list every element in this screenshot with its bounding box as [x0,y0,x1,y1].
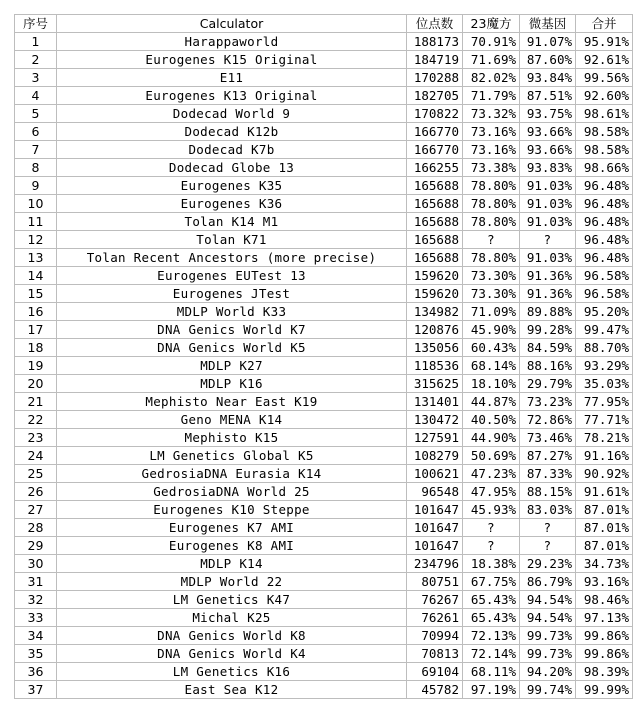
cell-23mofang: 73.16% [463,123,520,141]
cell-index: 2 [15,51,57,69]
cell-calculator: Eurogenes K13 Original [57,87,407,105]
cell-index: 8 [15,159,57,177]
cell-wegene: 93.83% [520,159,576,177]
cell-23mofang: 44.87% [463,393,520,411]
cell-index: 34 [15,627,57,645]
cell-calculator: Mephisto K15 [57,429,407,447]
cell-snps: 127591 [407,429,463,447]
table-row [15,645,633,663]
cell-wegene: 73.46% [520,429,576,447]
cell-index: 28 [15,519,57,537]
cell-23mofang: 72.13% [463,627,520,645]
cell-calculator: Dodecad World 9 [57,105,407,123]
cell-calculator: Dodecad Globe 13 [57,159,407,177]
cell-calculator: GedrosiaDNA World 25 [57,483,407,501]
cell-combined: 92.60% [576,87,633,105]
cell-combined: 91.61% [576,483,633,501]
cell-index: 12 [15,231,57,249]
cell-combined: 87.01% [576,519,633,537]
cell-23mofang: 72.14% [463,645,520,663]
cell-index: 14 [15,267,57,285]
cell-snps: 76261 [407,609,463,627]
cell-combined: 87.01% [576,501,633,519]
cell-calculator: Geno MENA K14 [57,411,407,429]
cell-snps: 130472 [407,411,463,429]
cell-combined: 98.61% [576,105,633,123]
cell-calculator: Eurogenes JTest [57,285,407,303]
table-body [15,33,633,699]
cell-23mofang: 18.10% [463,375,520,393]
cell-combined: 96.48% [576,213,633,231]
table-row [15,627,633,645]
cell-index: 30 [15,555,57,573]
cell-snps: 315625 [407,375,463,393]
table-row [15,447,633,465]
cell-combined: 96.48% [576,195,633,213]
cell-snps: 101647 [407,537,463,555]
cell-combined: 78.21% [576,429,633,447]
cell-23mofang: 78.80% [463,213,520,231]
cell-index: 7 [15,141,57,159]
cell-combined: 99.56% [576,69,633,87]
cell-snps: 165688 [407,195,463,213]
cell-calculator: LM Genetics Global K5 [57,447,407,465]
cell-23mofang: 50.69% [463,447,520,465]
cell-wegene: 93.75% [520,105,576,123]
cell-23mofang: 78.80% [463,195,520,213]
cell-snps: 165688 [407,177,463,195]
cell-index: 24 [15,447,57,465]
cell-wegene: 94.54% [520,591,576,609]
header-wegene: 微基因 [520,15,576,33]
table-row [15,33,633,51]
cell-23mofang: 45.93% [463,501,520,519]
cell-wegene: 29.23% [520,555,576,573]
cell-combined: 87.01% [576,537,633,555]
cell-wegene: 91.03% [520,177,576,195]
cell-calculator: Eurogenes K36 [57,195,407,213]
cell-wegene: 99.73% [520,627,576,645]
cell-calculator: Eurogenes K10 Steppe [57,501,407,519]
cell-23mofang: 68.11% [463,663,520,681]
table-row [15,321,633,339]
cell-index: 11 [15,213,57,231]
cell-snps: 108279 [407,447,463,465]
cell-23mofang: 65.43% [463,591,520,609]
cell-calculator: DNA Genics World K7 [57,321,407,339]
cell-wegene: 91.36% [520,267,576,285]
cell-snps: 165688 [407,213,463,231]
cell-combined: 77.95% [576,393,633,411]
cell-index: 5 [15,105,57,123]
cell-23mofang: 47.23% [463,465,520,483]
cell-snps: 170288 [407,69,463,87]
table-row [15,663,633,681]
cell-combined: 92.61% [576,51,633,69]
table-row [15,357,633,375]
cell-combined: 96.48% [576,231,633,249]
cell-index: 26 [15,483,57,501]
cell-23mofang: 67.75% [463,573,520,591]
cell-combined: 95.20% [576,303,633,321]
cell-23mofang: 68.14% [463,357,520,375]
header-23mofang: 23魔方 [463,15,520,33]
table-row [15,159,633,177]
cell-calculator: Mephisto Near East K19 [57,393,407,411]
cell-calculator: Tolan K71 [57,231,407,249]
cell-wegene: 88.16% [520,357,576,375]
cell-23mofang: 71.69% [463,51,520,69]
cell-wegene: 89.88% [520,303,576,321]
cell-wegene: 93.66% [520,123,576,141]
cell-snps: 159620 [407,267,463,285]
cell-index: 15 [15,285,57,303]
cell-combined: 90.92% [576,465,633,483]
table-row [15,429,633,447]
cell-snps: 101647 [407,501,463,519]
cell-wegene: 83.03% [520,501,576,519]
header-index: 序号 [15,15,57,33]
table-row [15,465,633,483]
cell-snps: 96548 [407,483,463,501]
cell-wegene: 91.03% [520,249,576,267]
cell-index: 21 [15,393,57,411]
table-row [15,483,633,501]
table-row [15,69,633,87]
cell-calculator: Eurogenes K8 AMI [57,537,407,555]
table-row [15,573,633,591]
table-row [15,267,633,285]
cell-calculator: E11 [57,69,407,87]
table-row [15,411,633,429]
cell-combined: 99.99% [576,681,633,699]
cell-calculator: DNA Genics World K4 [57,645,407,663]
cell-23mofang: 78.80% [463,249,520,267]
cell-wegene: 93.66% [520,141,576,159]
cell-calculator: Dodecad K12b [57,123,407,141]
table-row [15,105,633,123]
cell-combined: 96.48% [576,177,633,195]
cell-wegene: 87.27% [520,447,576,465]
cell-combined: 93.16% [576,573,633,591]
cell-index: 37 [15,681,57,699]
cell-combined: 98.46% [576,591,633,609]
cell-wegene: 91.03% [520,213,576,231]
cell-index: 27 [15,501,57,519]
cell-wegene: 84.59% [520,339,576,357]
cell-calculator: MDLP World 22 [57,573,407,591]
cell-23mofang: 73.16% [463,141,520,159]
cell-index: 1 [15,33,57,51]
cell-snps: 118536 [407,357,463,375]
cell-index: 10 [15,195,57,213]
cell-calculator: MDLP K16 [57,375,407,393]
cell-wegene: 73.23% [520,393,576,411]
cell-snps: 184719 [407,51,463,69]
cell-wegene: 99.28% [520,321,576,339]
header-calculator: Calculator [57,15,407,33]
cell-snps: 234796 [407,555,463,573]
cell-wegene: 94.54% [520,609,576,627]
cell-wegene: ? [520,519,576,537]
table-row [15,393,633,411]
cell-calculator: Tolan Recent Ancestors (more precise) [57,249,407,267]
calculator-coverage-table [14,14,633,699]
cell-index: 31 [15,573,57,591]
cell-combined: 95.91% [576,33,633,51]
cell-index: 23 [15,429,57,447]
table-row [15,87,633,105]
cell-snps: 134982 [407,303,463,321]
cell-23mofang: 73.32% [463,105,520,123]
cell-wegene: 87.60% [520,51,576,69]
cell-wegene: 87.51% [520,87,576,105]
cell-combined: 98.66% [576,159,633,177]
cell-index: 22 [15,411,57,429]
cell-wegene: 91.36% [520,285,576,303]
cell-snps: 120876 [407,321,463,339]
cell-23mofang: 71.09% [463,303,520,321]
cell-combined: 98.58% [576,123,633,141]
cell-snps: 76267 [407,591,463,609]
cell-combined: 99.86% [576,645,633,663]
cell-23mofang: 45.90% [463,321,520,339]
cell-snps: 166255 [407,159,463,177]
table-row [15,375,633,393]
cell-wegene: 91.07% [520,33,576,51]
cell-23mofang: 44.90% [463,429,520,447]
cell-snps: 188173 [407,33,463,51]
cell-calculator: MDLP World K33 [57,303,407,321]
cell-wegene: 86.79% [520,573,576,591]
cell-snps: 159620 [407,285,463,303]
table-row [15,537,633,555]
cell-calculator: DNA Genics World K5 [57,339,407,357]
cell-index: 13 [15,249,57,267]
cell-index: 35 [15,645,57,663]
cell-23mofang: 70.91% [463,33,520,51]
cell-calculator: Eurogenes EUTest 13 [57,267,407,285]
cell-snps: 165688 [407,249,463,267]
table-row [15,285,633,303]
cell-23mofang: ? [463,519,520,537]
table-row [15,591,633,609]
cell-snps: 135056 [407,339,463,357]
cell-index: 6 [15,123,57,141]
table-row [15,609,633,627]
cell-calculator: MDLP K27 [57,357,407,375]
cell-wegene: 88.15% [520,483,576,501]
header-combined: 合并 [576,15,633,33]
cell-snps: 70813 [407,645,463,663]
cell-23mofang: 47.95% [463,483,520,501]
cell-wegene: ? [520,231,576,249]
cell-index: 36 [15,663,57,681]
table-row [15,213,633,231]
cell-23mofang: 73.30% [463,267,520,285]
cell-combined: 93.29% [576,357,633,375]
cell-combined: 97.13% [576,609,633,627]
cell-combined: 99.86% [576,627,633,645]
cell-combined: 96.48% [576,249,633,267]
header-row [15,15,633,33]
cell-index: 4 [15,87,57,105]
cell-calculator: GedrosiaDNA Eurasia K14 [57,465,407,483]
cell-wegene: 94.20% [520,663,576,681]
cell-snps: 165688 [407,231,463,249]
cell-snps: 80751 [407,573,463,591]
cell-index: 19 [15,357,57,375]
cell-23mofang: 60.43% [463,339,520,357]
cell-23mofang: 97.19% [463,681,520,699]
cell-index: 3 [15,69,57,87]
cell-snps: 166770 [407,123,463,141]
cell-combined: 88.70% [576,339,633,357]
cell-calculator: Eurogenes K35 [57,177,407,195]
cell-calculator: LM Genetics K16 [57,663,407,681]
cell-wegene: 87.33% [520,465,576,483]
cell-index: 33 [15,609,57,627]
cell-wegene: 99.73% [520,645,576,663]
cell-combined: 91.16% [576,447,633,465]
cell-index: 32 [15,591,57,609]
cell-23mofang: 18.38% [463,555,520,573]
cell-calculator: MDLP K14 [57,555,407,573]
cell-23mofang: 73.30% [463,285,520,303]
cell-snps: 182705 [407,87,463,105]
cell-calculator: Michal K25 [57,609,407,627]
table-row [15,501,633,519]
cell-23mofang: 65.43% [463,609,520,627]
table-row [15,555,633,573]
cell-wegene: 93.84% [520,69,576,87]
table-row [15,123,633,141]
table-row [15,339,633,357]
cell-calculator: Eurogenes K7 AMI [57,519,407,537]
table-row [15,681,633,699]
cell-index: 9 [15,177,57,195]
cell-combined: 34.73% [576,555,633,573]
cell-wegene: ? [520,537,576,555]
cell-calculator: Harappaworld [57,33,407,51]
cell-combined: 35.03% [576,375,633,393]
table-row [15,51,633,69]
cell-snps: 101647 [407,519,463,537]
table-row [15,177,633,195]
table-row [15,231,633,249]
cell-wegene: 29.79% [520,375,576,393]
cell-index: 25 [15,465,57,483]
cell-23mofang: 40.50% [463,411,520,429]
table-row [15,519,633,537]
cell-calculator: East Sea K12 [57,681,407,699]
cell-combined: 96.58% [576,285,633,303]
table-row [15,195,633,213]
cell-combined: 99.47% [576,321,633,339]
cell-23mofang: 82.02% [463,69,520,87]
cell-combined: 77.71% [576,411,633,429]
cell-snps: 166770 [407,141,463,159]
table-row [15,249,633,267]
cell-index: 18 [15,339,57,357]
table-row [15,303,633,321]
cell-wegene: 99.74% [520,681,576,699]
cell-calculator: DNA Genics World K8 [57,627,407,645]
cell-23mofang: ? [463,537,520,555]
cell-calculator: Eurogenes K15 Original [57,51,407,69]
cell-index: 16 [15,303,57,321]
header-snps: 位点数 [407,15,463,33]
cell-23mofang: ? [463,231,520,249]
cell-calculator: Tolan K14 M1 [57,213,407,231]
cell-23mofang: 73.38% [463,159,520,177]
cell-index: 20 [15,375,57,393]
cell-combined: 96.58% [576,267,633,285]
cell-wegene: 91.03% [520,195,576,213]
cell-wegene: 72.86% [520,411,576,429]
cell-calculator: Dodecad K7b [57,141,407,159]
cell-snps: 131401 [407,393,463,411]
cell-combined: 98.58% [576,141,633,159]
cell-snps: 100621 [407,465,463,483]
cell-index: 29 [15,537,57,555]
cell-combined: 98.39% [576,663,633,681]
cell-23mofang: 71.79% [463,87,520,105]
cell-calculator: LM Genetics K47 [57,591,407,609]
cell-index: 17 [15,321,57,339]
cell-snps: 170822 [407,105,463,123]
cell-snps: 45782 [407,681,463,699]
cell-snps: 69104 [407,663,463,681]
cell-23mofang: 78.80% [463,177,520,195]
table-row [15,141,633,159]
cell-snps: 70994 [407,627,463,645]
